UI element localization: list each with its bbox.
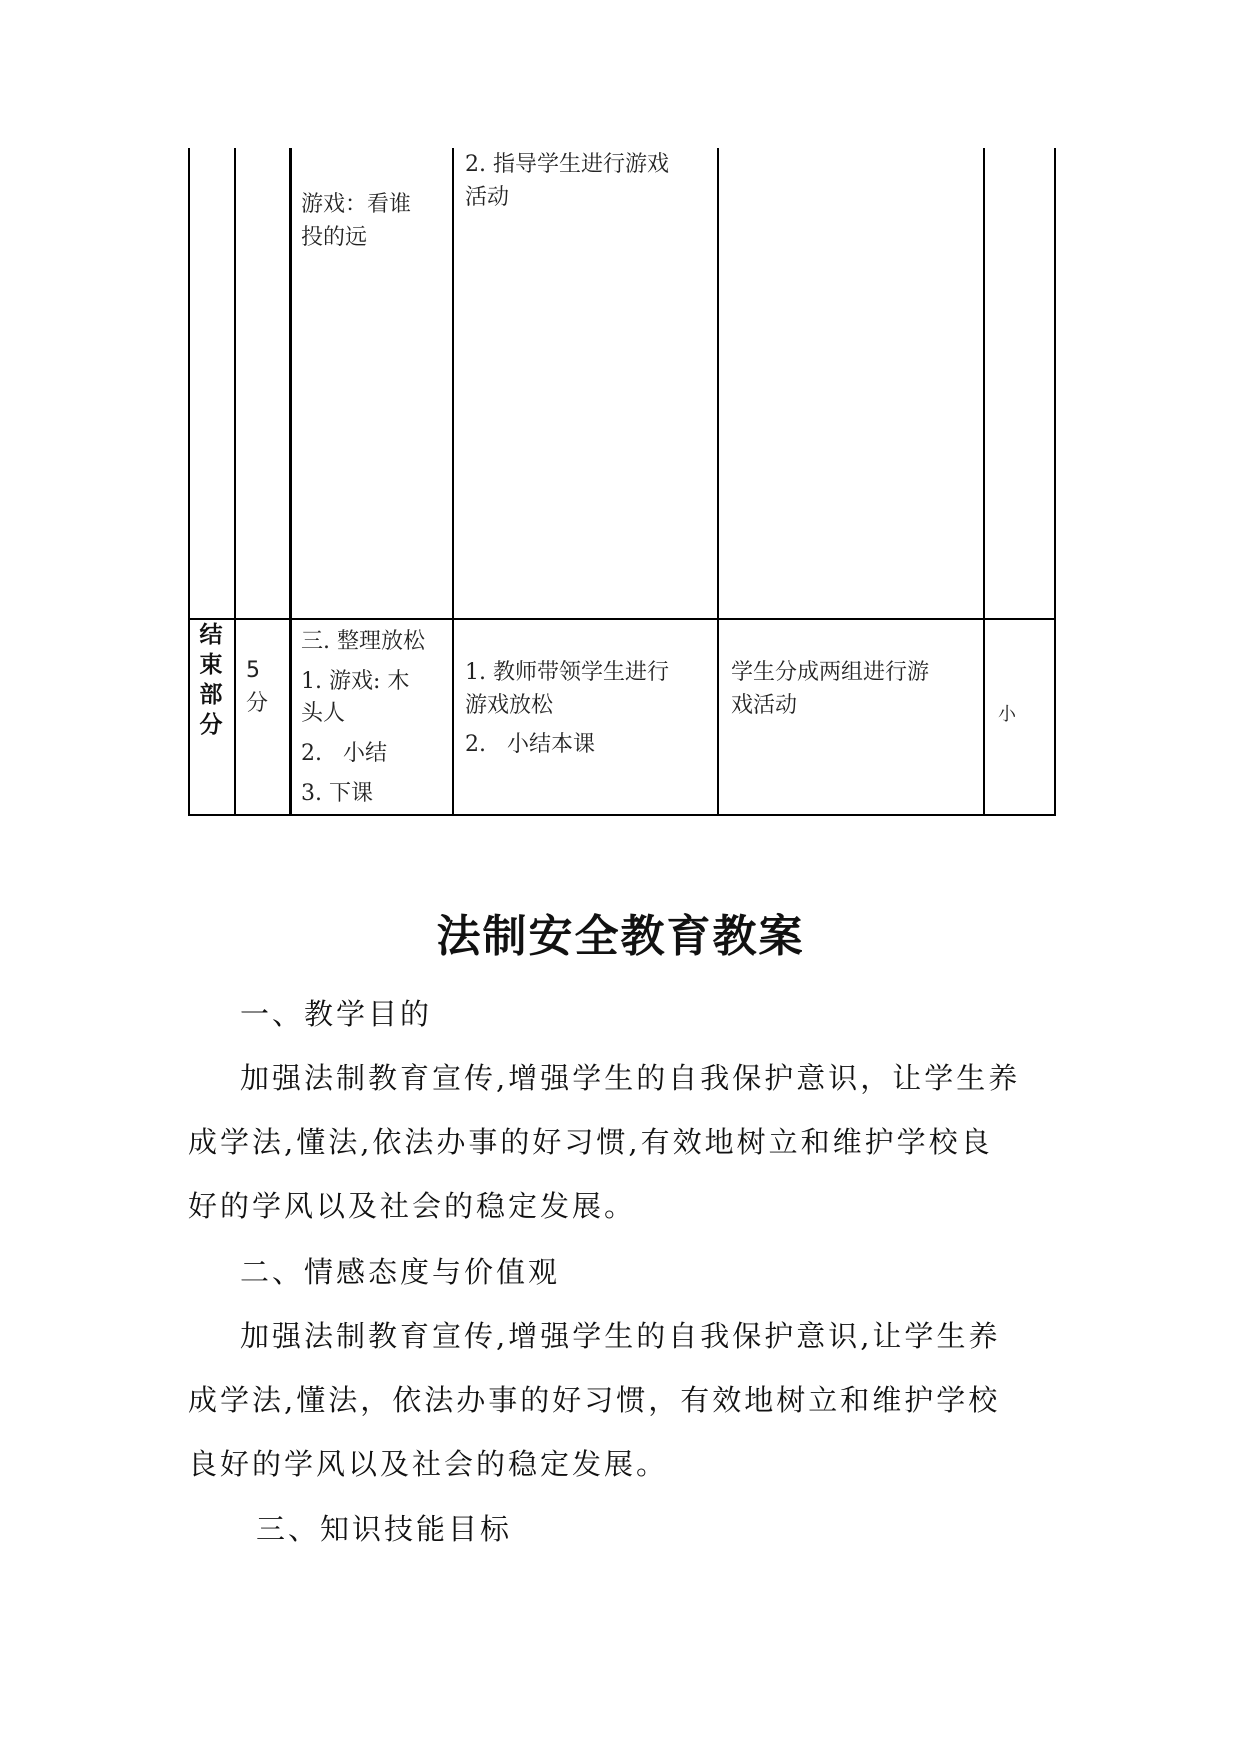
cell-line: 小 bbox=[998, 704, 1016, 725]
section-char: 部 bbox=[199, 682, 223, 708]
cell-line: 5 bbox=[246, 658, 260, 683]
paragraph-line: 加强法制教育宣传,增强学生的自我保护意识,让学生养 bbox=[240, 1319, 1001, 1353]
row-top-teacher-cell bbox=[465, 148, 669, 214]
section-char: 结 bbox=[199, 622, 223, 648]
cell-line: 戏活动 bbox=[731, 693, 798, 718]
cell-line: 2. 指导学生进行游戏 bbox=[465, 152, 669, 177]
cell-line: 投的远 bbox=[301, 225, 368, 250]
row-end-teacher-cell bbox=[465, 656, 669, 761]
cell-line: 分 bbox=[246, 691, 269, 716]
paragraph-line: 成学法,懂法，依法办事的好习惯，有效地树立和维护学校 bbox=[188, 1383, 1001, 1417]
cell-line: 3. 下课 bbox=[301, 781, 373, 806]
row-end-note-cell bbox=[998, 698, 1016, 731]
cell-line: 1. 游戏: 木 bbox=[301, 669, 410, 694]
paragraph-1 bbox=[188, 1046, 1056, 1238]
row-end-content-cell bbox=[301, 622, 425, 814]
document-title: 法制安全教育教案 bbox=[436, 911, 805, 962]
cell-line: 活动 bbox=[465, 185, 510, 210]
heading-knowledge-skills: 三、知识技能目标 bbox=[256, 1512, 513, 1546]
cell-line: 2. 小结 bbox=[301, 741, 387, 766]
paragraph-line: 加强法制教育宣传,增强学生的自我保护意识，让学生养 bbox=[240, 1061, 1021, 1095]
cell-line: 游戏：看谁 bbox=[301, 192, 412, 217]
cell-line: 学生分成两组进行游 bbox=[731, 660, 930, 685]
heading-teaching-goal: 一、教学目的 bbox=[240, 997, 433, 1031]
paragraph-line: 成学法,懂法,依法办事的好习惯,有效地树立和维护学校良 bbox=[188, 1125, 993, 1159]
lesson-plan-table bbox=[188, 148, 1056, 816]
cell-line: 头人 bbox=[301, 701, 346, 726]
row-top-content-cell bbox=[301, 188, 411, 254]
section-char: 分 bbox=[199, 712, 223, 738]
cell-line: 2. 小结本课 bbox=[465, 732, 595, 757]
cell-line: 三. 整理放松 bbox=[301, 629, 425, 654]
row-end-student-cell bbox=[731, 656, 929, 722]
time-cell bbox=[246, 654, 268, 720]
cell-line: 1. 教师带领学生进行 bbox=[465, 660, 669, 685]
paragraph-2 bbox=[188, 1304, 1056, 1496]
paragraph-line: 良好的学风以及社会的稳定发展。 bbox=[188, 1447, 669, 1481]
section-char: 束 bbox=[199, 652, 223, 678]
heading-attitude-values: 二、情感态度与价值观 bbox=[240, 1255, 561, 1289]
paragraph-line: 好的学风以及社会的稳定发展。 bbox=[188, 1189, 637, 1223]
cell-line: 游戏放松 bbox=[465, 693, 554, 718]
section-label-end bbox=[188, 620, 234, 740]
